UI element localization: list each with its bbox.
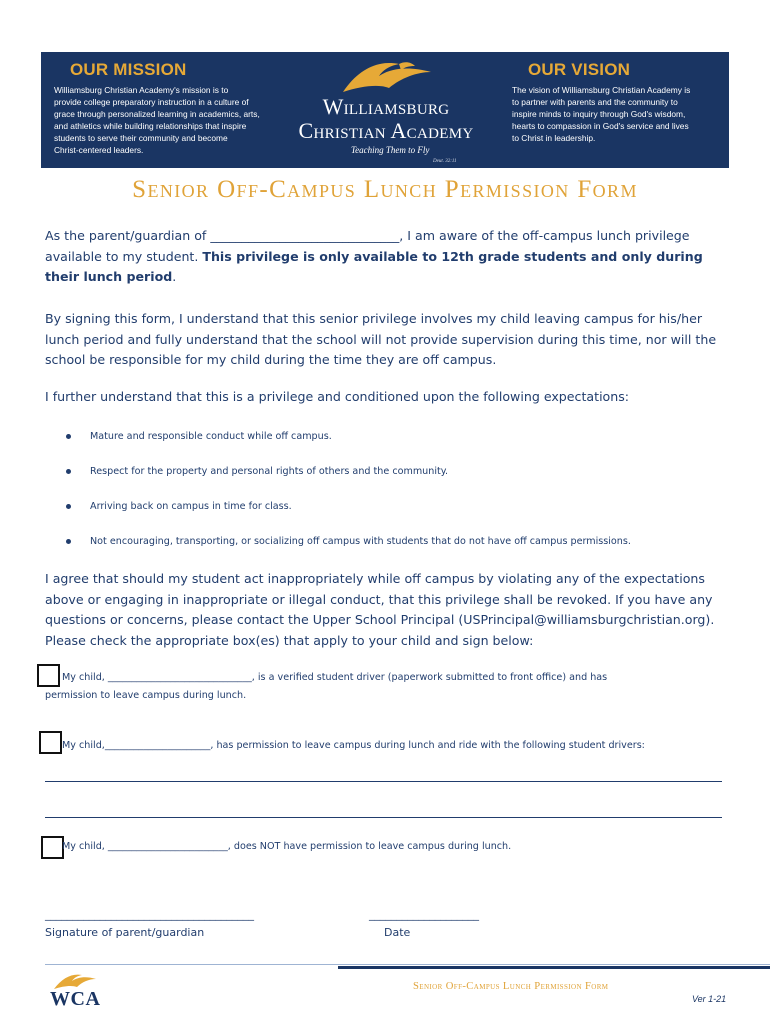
vision-heading: OUR VISION — [528, 60, 631, 79]
vision-line: to Christ in leadership. — [512, 133, 596, 143]
intro-text: , I am aware of the off-campus lunch privilege available to my student. — [45, 228, 690, 264]
intro-paragraph — [45, 226, 730, 288]
mission-line: Williamsburg Christian Academy's mission is to — [54, 85, 229, 95]
privilege-notice: This privilege is only available to 12th grade students and only during their lunch period — [45, 248, 703, 284]
vision-line: The vision of Williamsburg Christian Academy is — [512, 85, 691, 95]
list-item — [66, 498, 716, 533]
understanding-paragraph: By signing this form, I understand that this senior privilege involves my child leaving campus for his/her lunch period and fully understand that the school will not provide supervision during this time, nor will the school be responsible for my child during the time they are off campus. — [45, 311, 717, 367]
bullet-icon — [66, 539, 71, 544]
mission-heading: OUR MISSION — [70, 60, 187, 79]
vision-line: hearts to compassion in God's service and lives — [512, 121, 689, 131]
footer-title: Senior Off-Campus Lunch Permission Form — [413, 981, 609, 992]
wca-logo-text: WCA — [50, 988, 101, 1010]
list-item-text: Not encouraging, transporting, or socializing off campus with students that do not have off campus permissions. — [90, 536, 631, 547]
footer-accent-bar — [338, 966, 770, 969]
logo-tagline: Teaching Them to Fly — [351, 145, 430, 155]
version-label: Ver 1-21 — [692, 994, 727, 1004]
agreement-paragraph: I agree that should my student act inappropriately while off campus by violating any of the expectations above or engaging in inappropriate or illegal conduct, that this privilege shall be revoked. If you have any questions or concerns, please contact the Upper School Principal (USPrincipal@williamsburgchristian.org). Please check the appropriate box(es) that apply to your child and sign below: — [45, 571, 715, 648]
mission-line: Christ-centered leaders. — [54, 145, 144, 155]
option-no-permission: My child, _________________________, does NOT have permission to leave campus during lunch. — [62, 841, 512, 852]
list-item-text: Respect for the property and personal rights of others and the community. — [90, 466, 449, 477]
option-driver-line2: permission to leave campus during lunch. — [45, 690, 247, 701]
mission-line: grace through personalized learning in academics, arts, — [54, 109, 260, 119]
date-line[interactable]: ____________________ — [369, 908, 479, 921]
mission-text — [54, 84, 274, 156]
form-title: Senior Off-Campus Lunch Permission Form — [132, 176, 638, 203]
footer-divider — [45, 964, 770, 965]
logo-name-line1: Williamsburg — [322, 94, 450, 119]
list-item — [66, 428, 716, 463]
mission-line: and athletics while building relationships that inspire — [54, 121, 247, 131]
student-drivers-line-2[interactable] — [45, 817, 722, 818]
vision-text — [512, 84, 724, 144]
rider-checkbox[interactable] — [39, 731, 62, 754]
logo-name-line2: Christian Academy — [298, 118, 474, 143]
signature-label: Signature of parent/guardian — [45, 926, 205, 939]
vision-line: inspire minds to inquiry through God's wisdom, — [512, 109, 686, 119]
school-logo — [275, 56, 497, 166]
vision-line: to partner with parents and the community to — [512, 97, 678, 107]
intro-text: As the parent/guardian of — [45, 228, 211, 243]
no-permission-checkbox[interactable] — [41, 836, 64, 859]
mission-line: provide college preparatory instruction in a culture of — [54, 97, 249, 107]
bullet-icon — [66, 434, 71, 439]
option-rider: My child,______________________, has permission to leave campus during lunch and ride with the following student drivers: — [62, 740, 645, 751]
logo-verse: Deut. 32:11 — [433, 159, 457, 164]
list-item — [66, 533, 716, 568]
bullet-icon — [66, 469, 71, 474]
expectations-list — [66, 428, 716, 568]
signature-line[interactable]: ______________________________________ — [45, 908, 254, 921]
list-item-text: Arriving back on campus in time for class. — [90, 501, 292, 512]
header-banner — [41, 52, 729, 168]
option-driver-line1: My child, ______________________________, is a verified student driver (paperwork submitted to front office) and has — [62, 672, 608, 683]
date-label: Date — [384, 926, 411, 939]
expectations-intro: I further understand that this is a privilege and conditioned upon the following expectations: — [45, 389, 630, 404]
list-item — [66, 463, 716, 498]
intro-text: . — [172, 269, 177, 284]
eagle-icon — [339, 58, 435, 94]
wca-logo — [46, 972, 106, 1012]
student-name-blank[interactable]: ______________________________ — [210, 228, 400, 243]
driver-checkbox[interactable] — [37, 664, 60, 687]
student-drivers-line-1[interactable] — [45, 781, 722, 782]
bullet-icon — [66, 504, 71, 509]
mission-line: students to serve their community and become — [54, 133, 228, 143]
list-item-text: Mature and responsible conduct while off campus. — [90, 431, 332, 442]
